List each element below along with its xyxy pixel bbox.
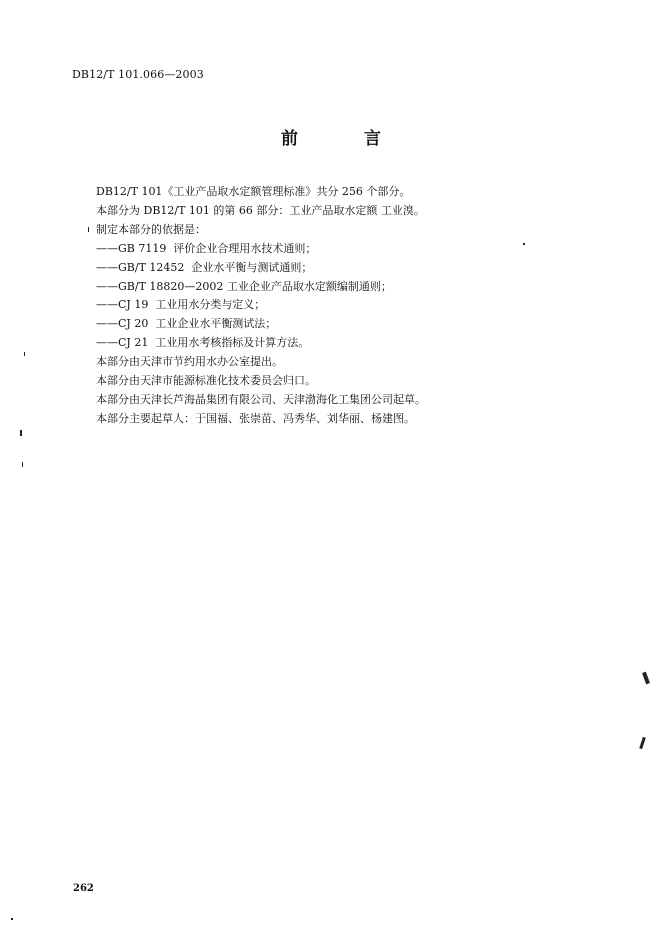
- page-title: 前 言: [281, 129, 411, 149]
- body-line: 本部分由天津长芦海晶集团有限公司、天津渤海化工集团公司起草。: [96, 392, 426, 406]
- scan-artifact: [88, 227, 89, 232]
- scan-artifact: [24, 352, 25, 356]
- foreword-body: [96, 183, 616, 429]
- body-line: 制定本部分的依据是：: [96, 222, 206, 236]
- scan-artifact: [642, 672, 650, 685]
- reference-list-item: ——GB/T 18820—2002 工业企业产品取水定额编制通则；: [96, 279, 392, 293]
- body-line: 本部分为 DB12/T 101 的第 66 部分：工业产品取水定额 工业溴。: [96, 203, 425, 217]
- scan-artifact: [11, 918, 13, 920]
- reference-list-item: ——GB/T 12452 企业水平衡与测试通则；: [96, 260, 313, 274]
- reference-list-item: ——CJ 19 工业用水分类与定义；: [96, 298, 266, 312]
- scan-artifact: [639, 737, 646, 749]
- scan-artifact: [523, 243, 525, 245]
- standard-code-header: DB12/T 101.066—2003: [72, 68, 204, 81]
- reference-list-item: ——GB 7119 评价企业合理用水技术通则；: [96, 241, 317, 255]
- body-line: DB12/T 101《工业产品取水定额管理标准》共分 256 个部分。: [96, 185, 411, 198]
- body-line: 本部分主要起草人：于国福、张崇苗、冯秀华、刘华丽、杨建图。: [96, 411, 415, 425]
- scan-artifact: [22, 462, 23, 467]
- body-line: 本部分由天津市节约用水办公室提出。: [96, 355, 283, 369]
- page-number: 262: [73, 883, 94, 894]
- reference-list-item: ——CJ 21 工业用水考核指标及计算方法。: [96, 336, 310, 350]
- reference-list-item: ——CJ 20 工业企业水平衡测试法；: [96, 317, 277, 331]
- scan-artifact: [20, 430, 22, 436]
- body-line: 本部分由天津市能源标准化技术委员会归口。: [96, 374, 316, 388]
